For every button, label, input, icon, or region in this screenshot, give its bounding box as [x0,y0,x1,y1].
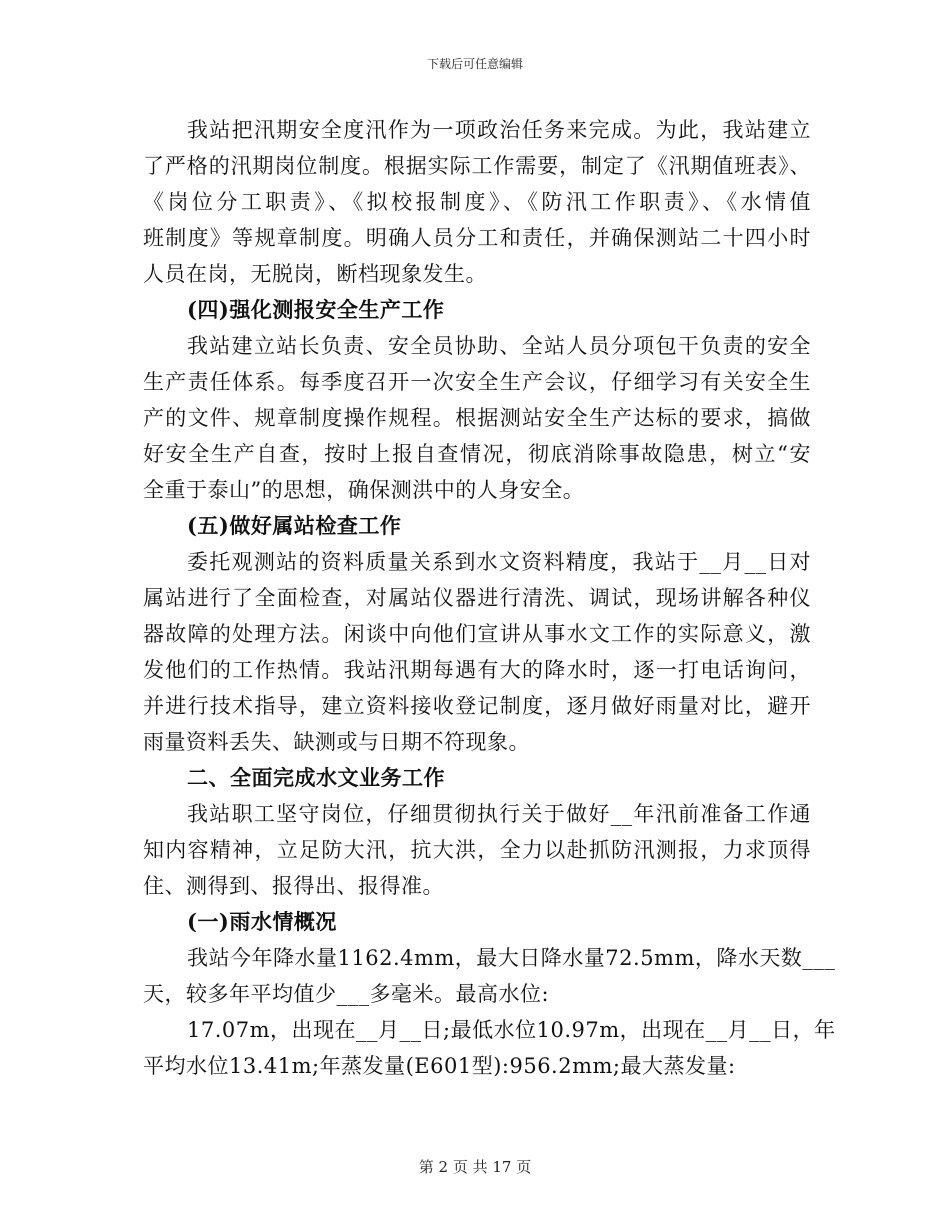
paragraph-line: 发他们的工作热情。我站汛期每遇有大的降水时，逐一打电话询问， [143,658,811,682]
heading-text: (一)雨水情概况 [187,909,337,934]
paragraph-line: 雨量资料丢失、缺测或与日期不符现象。 [143,730,530,754]
paragraph-line: 知内容精神，立足防大汛，抗大洪，全力以赴抓防汛测报，力求顶得 [143,838,811,862]
paragraph-line: 器故障的处理方法。闲谈中向他们宣讲从事水文工作的实际意义，激 [143,622,811,646]
paragraph-line: 班制度》等规章制度。明确人员分工和责任，并确保测站二十四小时 [143,226,811,250]
paragraph-line: 生产责任体系。每季度召开一次安全生产会议，仔细学习有关安全生 [143,370,811,394]
paragraph-line: 委托观测站的资料质量关系到水文资料精度，我站于__月__日对 [187,550,811,574]
document-body [143,112,836,1084]
paragraph-line: 17.07m，出现在__月__日;最低水位10.97m，出现在__月__日，年 [187,1018,836,1042]
paragraph-line: 并进行技术指导，建立资料接收登记制度，逐月做好雨量对比，避开 [143,694,811,718]
paragraph-line: 我站把汛期安全度汛作为一项政治任务来完成。为此，我站建立 [187,118,811,142]
paragraph [143,796,811,904]
paragraph-line: 全重于泰山”的思想，确保测洪中的人身安全。 [143,478,585,502]
section-heading [143,904,811,940]
paragraph [143,1012,836,1084]
paragraph-line: 人员在岗，无脱岗，断档现象发生。 [143,262,487,286]
paragraph-line: 《岗位分工职责》、《拟校报制度》、《防汛工作职责》、《水情值 [143,190,811,214]
paragraph [143,328,811,508]
paragraph-line: 平均水位13.41m;年蒸发量(E601型):956.2mm;最大蒸发量: [143,1054,736,1078]
heading-text: (四)强化测报安全生产工作 [187,297,445,322]
paragraph-line: 住、测得到、报得出、报得准。 [143,874,444,898]
paragraph-line: 了严格的汛期岗位制度。根据实际工作需要，制定了《汛期值班表》、 [143,154,811,178]
heading-text: (五)做好属站检查工作 [187,513,402,538]
section-heading [143,508,811,544]
page-footer: 第 2 页 共 17 页 [418,1158,532,1176]
page-header: 下载后可任意编辑 [426,57,523,71]
paragraph-line: 我站建立站长负责、安全员协助、全站人员分项包干负责的安全 [187,334,811,358]
paragraph-line: 我站今年降水量1162.4mm，最大日降水量72.5mm，降水天数___ [187,946,836,970]
paragraph-line: 产的文件、规章制度操作规程。根据测站安全生产达标的要求，搞做 [143,406,811,430]
section-heading [143,760,811,796]
paragraph-line: 天，较多年平均值少___多毫米。最高水位: [143,982,550,1006]
heading-text: 二、全面完成水文业务工作 [187,765,445,790]
paragraph [143,544,811,760]
paragraph-line: 属站进行了全面检查，对属站仪器进行清洗、调试，现场讲解各种仪 [143,586,811,610]
paragraph-line: 好安全生产自查，按时上报自查情况，彻底消除事故隐患，树立“安 [143,442,811,466]
paragraph [143,112,811,292]
paragraph-line: 我站职工坚守岗位，仔细贯彻执行关于做好__年汛前准备工作通 [187,802,811,826]
section-heading [143,292,811,328]
paragraph [143,940,836,1012]
